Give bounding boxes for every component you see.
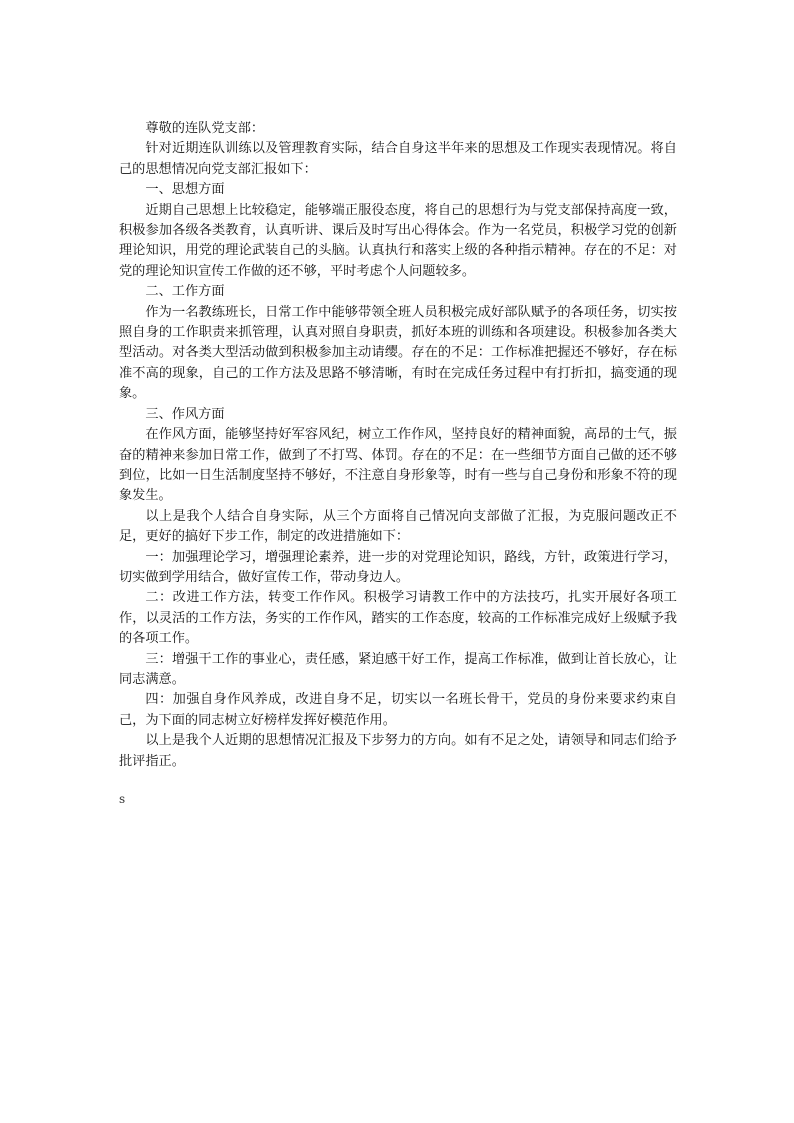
salutation: 尊敬的连队党支部： <box>145 121 265 136</box>
footer-mark: s <box>119 792 126 806</box>
section-heading-work: 二、工作方面 <box>145 284 225 300</box>
measure-item-4: 四：加强自身作风养成，改进自身不足，切实以一名班长骨干，党员的身份来要求约束自己，为下面的同志树立好榜样发挥好模范作用。 <box>119 692 677 728</box>
measure-item-1: 一：加强理论学习，增强理论素养，进一步的对党理论知识，路线，方针，政策进行学习，切实做到学用结合，做好宣传工作，带动身边人。 <box>119 549 677 585</box>
measure-item-3: 三：增强干工作的事业心，责任感，紧迫感干好工作，提高工作标准，做到让首长放心，让同志满意。 <box>119 651 677 687</box>
section-heading-thought: 一、思想方面 <box>145 182 225 198</box>
closing-paragraph: 以上是我个人近期的思想情况汇报及下步努力的方向。如有不足之处，请领导和同志们给予批评指正。 <box>119 733 677 769</box>
section-body-work: 作为一名教练班长，日常工作中能够带领全班人员积极完成好部队赋予的各项任务，切实按照自身的工作职责来抓管理，认真对照自身职责，抓好本班的训练和各项建设。积极参加各类大型活动。对各类大型活动做到积极参加主动请缨。存在的不足：工作标准把握还不够好，存在标准不高的现象，自己的工作方法及思路不够清晰，有时在完成任务过程中有打折扣，搞变通的现象。 <box>119 304 677 402</box>
section-heading-style: 三、作风方面 <box>145 406 225 422</box>
intro-paragraph: 针对近期连队训练以及管理教育实际，结合自身这半年来的思想及工作现实表现情况。将自己的思想情况向党支部汇报如下： <box>119 141 677 177</box>
section-body-thought: 近期自己思想上比较稳定，能够端正服役态度，将自己的思想行为与党支部保持高度一致，积极参加各级各类教育，认真听讲、课后及时写出心得体会。作为一名党员，积极学习党的创新理论知识，用党的理论武装自己的头脑。认真执行和落实上级的各种指示精神。存在的不足：对党的理论知识宣传工作做的还不够，平时考虑个人问题较多。 <box>119 202 677 279</box>
document-body <box>119 119 677 772</box>
measure-item-2: 二：改进工作方法，转变工作作风。积极学习请教工作中的方法技巧，扎实开展好各项工作，以灵活的工作方法，务实的工作作风，踏实的工作态度，较高的工作标准完成好上级赋予我的各项工作。 <box>119 590 677 647</box>
measures-intro: 以上是我个人结合自身实际，从三个方面将自己情况向支部做了汇报，为克服问题改正不足，更好的搞好下步工作，制定的改进措施如下： <box>119 508 677 545</box>
section-body-style: 在作风方面，能够坚持好军容风纪，树立工作作风，坚持良好的精神面貌，高昂的士气，振奋的精神来参加日常工作，做到了不打骂、体罚。存在的不足：在一些细节方面自己做的还不够到位，比如一日生活制度坚持不够好，不注意自身形象等，时有一些与自己身份和形象不符的现象发生。 <box>119 427 677 504</box>
